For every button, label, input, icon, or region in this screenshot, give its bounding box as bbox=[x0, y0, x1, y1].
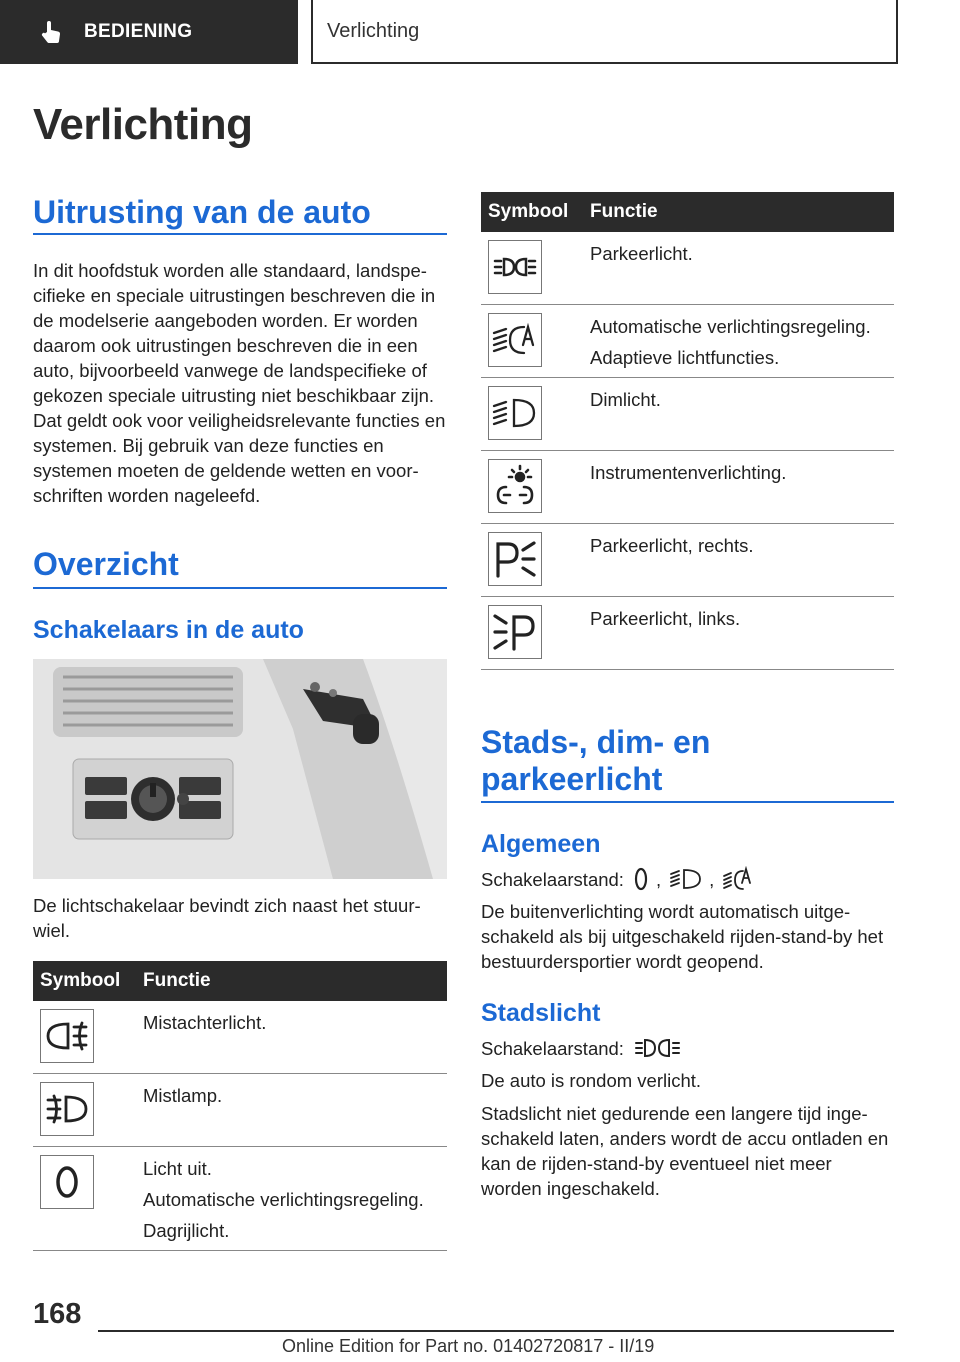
function-text: Parkeerlicht. bbox=[590, 243, 693, 264]
overview-heading: Overzicht bbox=[33, 546, 179, 582]
low-beam-icon bbox=[488, 386, 542, 440]
function-text: Dagrijlicht. bbox=[143, 1220, 230, 1241]
function-text: Adaptieve lichtfuncties. bbox=[590, 347, 780, 368]
side-lights-text1: De auto is rondom verlicht. bbox=[481, 1070, 702, 1091]
table-row bbox=[33, 1001, 447, 1074]
function-text: Mistachterlicht. bbox=[143, 1012, 267, 1033]
page-title: Verlichting bbox=[33, 100, 253, 149]
chapter-tab bbox=[311, 0, 898, 64]
symbol-table-left bbox=[33, 961, 447, 1251]
table-row bbox=[33, 1074, 447, 1147]
automatic-headlight-icon bbox=[722, 866, 752, 892]
switches-heading: Schakelaars in de auto bbox=[33, 616, 304, 644]
function-text: Licht uit. bbox=[143, 1158, 212, 1179]
table-row bbox=[481, 597, 894, 670]
column-header-symbol: Symbool bbox=[481, 192, 590, 232]
heading-rule bbox=[33, 587, 447, 589]
instrument-lighting-icon bbox=[488, 459, 542, 513]
function-text: Automatische verlichtingsregeling. bbox=[590, 316, 871, 337]
edition-note: Online Edition for Part no. 01402720817 - II/19 bbox=[282, 1336, 655, 1356]
lights-heading-line1: Stads-, dim- en bbox=[481, 724, 711, 760]
table-row bbox=[33, 1147, 447, 1251]
switch-position-label: Schakelaarstand: bbox=[481, 1037, 624, 1059]
column-header-symbol: Symbool bbox=[33, 961, 143, 1001]
side-switch-position bbox=[481, 1033, 894, 1063]
function-text: Parkeerlicht, rechts. bbox=[590, 535, 754, 556]
front-fog-light-icon bbox=[40, 1082, 94, 1136]
hand-pointer-icon bbox=[38, 19, 64, 45]
parking-light-right-icon bbox=[488, 532, 542, 586]
chapter-label: Verlichting bbox=[327, 19, 420, 42]
parking-lights-icon bbox=[634, 1035, 682, 1061]
rear-fog-light-icon bbox=[40, 1009, 94, 1063]
parking-lights-icon bbox=[488, 240, 542, 294]
side-lights-heading: Stadslicht bbox=[481, 999, 601, 1027]
footer-rule bbox=[98, 1330, 894, 1332]
page-number: 168 bbox=[33, 1298, 82, 1330]
heading-rule bbox=[33, 233, 447, 235]
equipment-heading: Uitrusting van de auto bbox=[33, 194, 371, 230]
function-text: Mistlamp. bbox=[143, 1085, 223, 1106]
side-lights-text2: Stadslicht niet gedurende een langere tijd inge-schakeld laten, anders wordt de accu ontladen en kan de rijden-stand-by eventueel niet meer worden ingeschakeld. bbox=[481, 1103, 889, 1199]
lights-off-icon bbox=[632, 866, 650, 892]
lights-off-icon bbox=[40, 1155, 94, 1209]
low-beam-icon bbox=[669, 866, 703, 892]
table-row bbox=[481, 232, 894, 305]
symbol-table-right bbox=[481, 192, 894, 670]
general-heading: Algemeen bbox=[481, 830, 601, 858]
separator: , bbox=[709, 868, 715, 890]
column-header-function: Functie bbox=[590, 192, 894, 232]
automatic-headlight-icon bbox=[488, 313, 542, 367]
function-text: Instrumentenverlichting. bbox=[590, 462, 787, 483]
table-row bbox=[481, 524, 894, 597]
function-text: Automatische verlichtingsregeling. bbox=[143, 1189, 424, 1210]
lights-heading bbox=[481, 724, 710, 798]
table-row bbox=[481, 451, 894, 524]
general-switch-positions bbox=[481, 864, 894, 894]
heading-rule bbox=[481, 801, 894, 803]
parking-light-left-icon bbox=[488, 605, 542, 659]
function-text: Dimlicht. bbox=[590, 389, 661, 410]
general-text: De buitenverlichting wordt automatisch uitge-schakeld als bij uitgeschakeld rijden-stand-by het bestuurdersportier wordt geopend. bbox=[481, 901, 884, 972]
separator: , bbox=[655, 868, 662, 890]
table-row bbox=[481, 305, 894, 378]
lights-heading-line2: parkeerlicht bbox=[481, 761, 663, 797]
section-label: BEDIENING bbox=[84, 21, 193, 42]
photo-caption: De lichtschakelaar bevindt zich naast het stuur-wiel. bbox=[33, 895, 421, 941]
light-switch-photo bbox=[33, 659, 447, 879]
section-tab bbox=[0, 0, 298, 64]
equipment-text: In dit hoofdstuk worden alle standaard, landspe-cifieke en speciale uitrustingen beschreven die in de modelserie aangeboden worden. Er worden daarom ook uitrustingen beschreven die in een auto, bijvoorbeeld vanwege de landspecifieke of gekozen speciale uitrusting niet beschikbaar zijn. Dat geldt ook voor veiligheidsrelevante functies en systemen. Bij gebruik van deze functies en systemen moeten de geldende wetten en voor-schriften worden nageleefd. bbox=[33, 260, 446, 506]
table-row bbox=[481, 378, 894, 451]
column-header-function: Functie bbox=[143, 961, 447, 1001]
function-text: Parkeerlicht, links. bbox=[590, 608, 741, 629]
switch-position-label: Schakelaarstand: bbox=[481, 868, 624, 890]
